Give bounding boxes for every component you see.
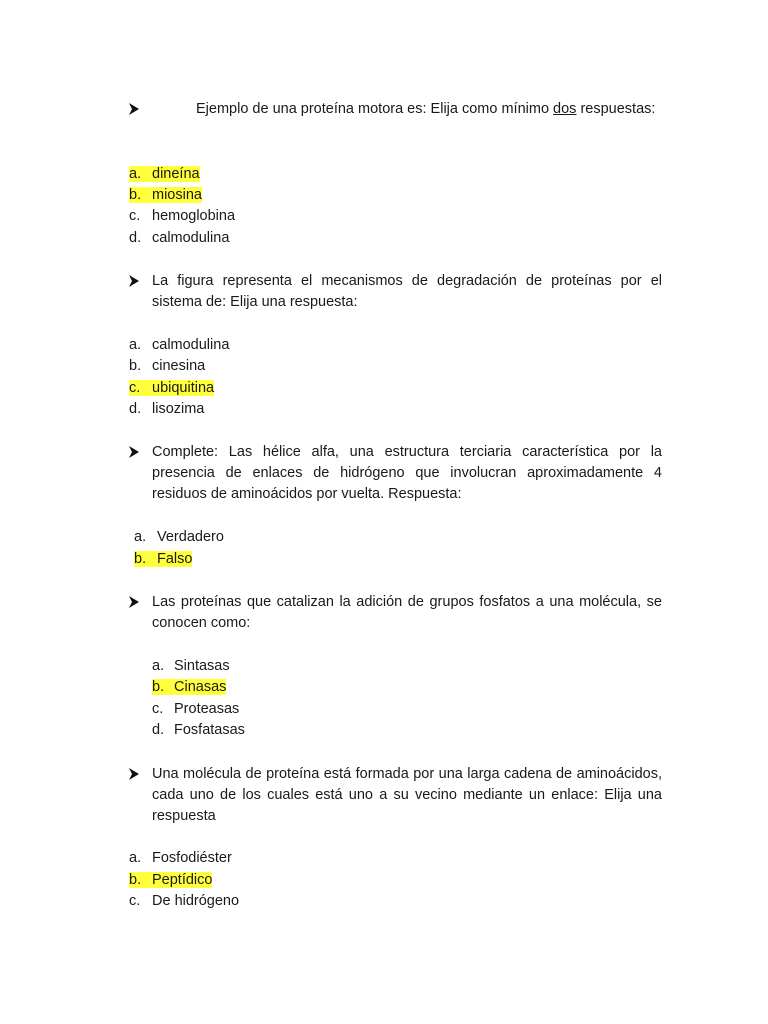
q4-option-b[interactable] (152, 677, 226, 698)
option-text: Cinasas (174, 679, 227, 695)
option-letter: a. (129, 166, 142, 182)
option-letter: a. (129, 337, 142, 353)
option-text: Sintasas (174, 658, 230, 674)
option-letter: c. (129, 208, 141, 224)
option-letter: b. (129, 358, 142, 374)
option-letter: d. (129, 401, 142, 417)
q5-option-b[interactable] (129, 870, 212, 891)
option-text: De hidrógeno (152, 893, 240, 909)
q2-option-a[interactable] (129, 335, 229, 356)
arrowhead-bullet-icon (128, 102, 142, 116)
arrowhead-bullet-icon (128, 595, 142, 609)
question-1-prompt-text: Ejemplo de una proteína motora es: Elija como mínimo (196, 101, 550, 117)
option-letter: b. (129, 872, 142, 888)
arrowhead-bullet-icon (128, 445, 142, 459)
q1-option-a[interactable] (129, 164, 200, 185)
q5-option-c[interactable] (129, 891, 239, 912)
question-1-prompt (196, 99, 662, 120)
arrowhead-bullet-icon (128, 767, 142, 781)
option-letter: d. (152, 722, 165, 738)
question-1 (196, 99, 662, 120)
option-letter: a. (134, 529, 147, 545)
option-text: Fosfatasas (174, 722, 245, 738)
q3-option-a[interactable] (134, 527, 224, 548)
question-3-prompt: Complete: Las hélice alfa, una estructura terciaria característica por la presencia de enlaces de hidrógeno que involucran aproximadamente 4 residuos de aminoácidos por vuelta. Respuesta: (152, 444, 662, 502)
question-4-prompt: Las proteínas que catalizan la adición de grupos fosfatos a una molécula, se conocen como: (152, 594, 662, 631)
option-letter: c. (152, 701, 164, 717)
question-5 (152, 764, 662, 827)
option-text: Verdadero (157, 529, 224, 545)
q2-option-c[interactable] (129, 378, 214, 399)
option-text: hemoglobina (152, 208, 236, 224)
q4-option-a[interactable] (152, 656, 230, 677)
option-letter: b. (134, 551, 147, 567)
question-3 (152, 442, 662, 505)
question-1-prompt-end: respuestas: (580, 101, 656, 117)
option-letter: d. (129, 230, 142, 246)
option-text: Falso (157, 551, 193, 567)
option-letter: b. (152, 679, 165, 695)
option-text: lisozima (152, 401, 205, 417)
question-2-prompt: La figura representa el mecanismos de degradación de proteínas por el sistema de: Elija una respuesta: (152, 273, 662, 310)
option-text: calmodulina (152, 230, 230, 246)
option-letter: c. (129, 380, 141, 396)
arrowhead-bullet-icon (128, 274, 142, 288)
q4-option-d[interactable] (152, 720, 245, 741)
q2-option-d[interactable] (129, 399, 204, 420)
q1-option-b[interactable] (129, 185, 202, 206)
option-text: miosina (152, 187, 202, 203)
option-letter: a. (152, 658, 165, 674)
question-2 (152, 271, 662, 313)
q4-option-c[interactable] (152, 699, 239, 720)
q1-option-c[interactable] (129, 206, 235, 227)
option-letter: a. (129, 850, 142, 866)
q1-option-d[interactable] (129, 228, 229, 249)
question-1-emphasis: dos (553, 101, 577, 117)
option-text: Fosfodiéster (152, 850, 232, 866)
option-text: cinesina (152, 358, 206, 374)
q2-option-b[interactable] (129, 356, 205, 377)
option-letter: c. (129, 893, 141, 909)
q5-option-a[interactable] (129, 848, 232, 869)
option-text: Proteasas (174, 701, 240, 717)
option-text: dineína (152, 166, 200, 182)
option-text: ubiquitina (152, 380, 215, 396)
question-5-prompt: Una molécula de proteína está formada por una larga cadena de aminoácidos, cada uno de los cuales está uno a su vecino mediante un enlace: Elija una respuesta (152, 766, 662, 824)
q3-option-b[interactable] (134, 549, 192, 570)
option-text: calmodulina (152, 337, 230, 353)
option-text: Peptídico (152, 872, 213, 888)
option-letter: b. (129, 187, 142, 203)
question-4 (152, 592, 662, 634)
